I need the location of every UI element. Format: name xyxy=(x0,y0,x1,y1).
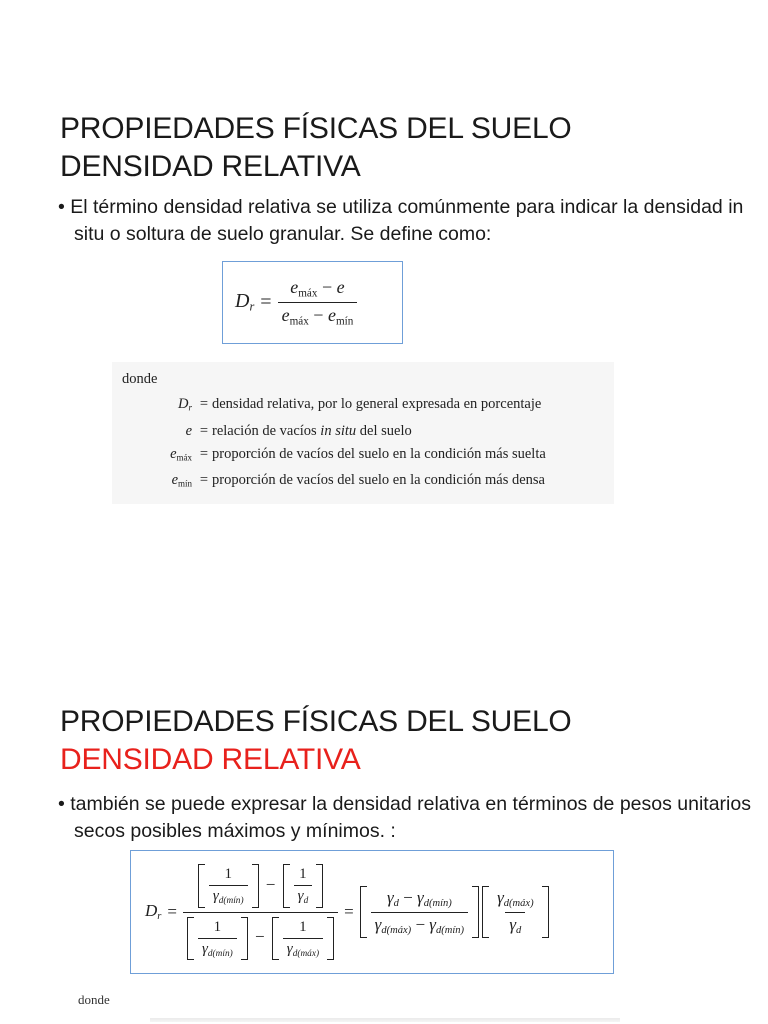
def-symbol: e xyxy=(171,472,179,489)
eq-lhs: D xyxy=(235,289,250,312)
donde-label-2: donde xyxy=(78,992,110,1007)
eq-den-a-sub: máx xyxy=(289,314,309,327)
eq-lhs-sub: r xyxy=(249,299,255,314)
eq-num-b: e xyxy=(336,277,345,298)
slide-1-title-line2: DENSIDAD RELATIVA xyxy=(60,150,361,183)
eq2-sub-dmax: d(máx) xyxy=(292,948,320,959)
eq-den-b-sub: mín xyxy=(335,314,354,327)
def-text: proporción de vacíos del suelo en la condición más densa xyxy=(212,472,545,489)
definition-row: $e_{mín}$ = proporción de vacíos del suelo en la condición más densa xyxy=(122,469,604,496)
def-symbol-sub: máx xyxy=(176,452,192,463)
slide-2-title-line2: DENSIDAD RELATIVA xyxy=(60,743,361,776)
eq2-gamma: γ xyxy=(374,914,382,934)
slide-1-title-line1: PROPIEDADES FÍSICAS DEL SUELO xyxy=(60,112,572,145)
definition-row: $D_r$ = densidad relativa, por lo general expresada en porcentaje xyxy=(122,393,604,420)
slide-2 xyxy=(0,595,768,1024)
def-text-em: in situ xyxy=(320,422,357,439)
eq2-sub-d: d xyxy=(303,895,309,906)
equation-box-2 xyxy=(130,850,614,974)
eq-num-a-sub: máx xyxy=(298,287,318,300)
slide-2-bullet: • también se puede expresar la densidad relativa en términos de pesos unitarios secos posibles máximos y mínimos. : xyxy=(58,793,751,842)
slide-1-title xyxy=(60,110,572,186)
eq2-sub-dmin: d(mín) xyxy=(423,898,452,910)
eq-den-b: e xyxy=(327,304,336,325)
eq2-sub-d: d xyxy=(516,924,522,936)
eq-den-a: e xyxy=(281,304,290,325)
definition-row: e = relación de vacíos in situ del suelo xyxy=(185,422,412,439)
def-text: proporción de vacíos del suelo en la condición más suelta xyxy=(212,445,546,462)
donde-label: donde xyxy=(122,371,158,387)
def-symbol: e xyxy=(170,445,177,462)
def-symbol: D xyxy=(178,396,189,412)
definition-row: $e_{máx}$ = proporción de vacíos del suelo en la condición más suelta xyxy=(122,443,604,470)
eq2-sub-dmin: d(mín) xyxy=(435,924,465,936)
relative-density-unit-weight-equation: $D_r$ = $\frac{1}{\gamma_{d(mín)}}$ − $\frac{1}{\gamma_d}$ $\frac{1}{\gamma_{d(mín)}}$ − $\frac{1}{\gamma_{d(máx)}}$ = $\frac{\gamma_d - \gamma_{d(mín)}}{\gamma_{d(máx)} - \gamma_{d(mín)}}$ $\frac{\gamma_{d(máx)}}{\gamma_d}$ xyxy=(145,851,549,973)
eq-num-a: e xyxy=(290,277,299,298)
eq2-gamma: γ xyxy=(386,888,394,908)
definitions-block xyxy=(112,362,614,504)
def-symbol-sub: r xyxy=(188,402,192,413)
equation-box-1 xyxy=(222,261,403,344)
eq2-lhs-sub: r xyxy=(157,911,162,923)
eq2-gamma: γ xyxy=(509,914,517,934)
eq2-gamma: γ xyxy=(286,940,293,957)
eq2-one: 1 xyxy=(224,865,232,882)
eq2-one: 1 xyxy=(299,865,307,882)
eq2-one: 1 xyxy=(213,918,222,935)
truncated-text-line xyxy=(150,1018,620,1022)
def-symbol-sub: mín xyxy=(178,479,192,490)
eq2-sub-dmax: d(máx) xyxy=(381,924,412,936)
eq2-lhs: D xyxy=(145,901,158,921)
eq2-sub-dmin: d(mín) xyxy=(218,895,244,906)
eq2-one: 1 xyxy=(299,918,307,935)
eq2-sub-d: d xyxy=(393,898,399,910)
eq2-gamma: γ xyxy=(429,914,436,934)
eq2-gamma: γ xyxy=(201,940,208,957)
relative-density-equation: $D_r$ = $\frac{e_{máx} - e}{e_{máx} - e_{mín}}$ xyxy=(235,272,357,332)
eq2-gamma: γ xyxy=(497,888,504,908)
slide-1-bullet: • El término densidad relativa se utiliza comúnmente para indicar la densidad in situ o soltura de suelo granular. Se define como: xyxy=(58,196,744,245)
slide-2-title xyxy=(60,703,572,779)
eq2-gamma: γ xyxy=(417,888,424,908)
eq2-sub-dmax: d(máx) xyxy=(503,898,534,910)
eq2-gamma: γ xyxy=(297,887,304,904)
def-text-pre: relación de vacíos xyxy=(212,422,321,439)
def-text-post: del suelo xyxy=(356,422,412,439)
eq2-sub-dmin: d(mín) xyxy=(207,948,233,959)
def-text: densidad relativa, por lo general expresada en porcentaje xyxy=(212,396,542,412)
eq2-gamma: γ xyxy=(212,887,219,904)
def-symbol: e xyxy=(185,422,192,439)
slide-2-title-line1: PROPIEDADES FÍSICAS DEL SUELO xyxy=(60,705,572,738)
